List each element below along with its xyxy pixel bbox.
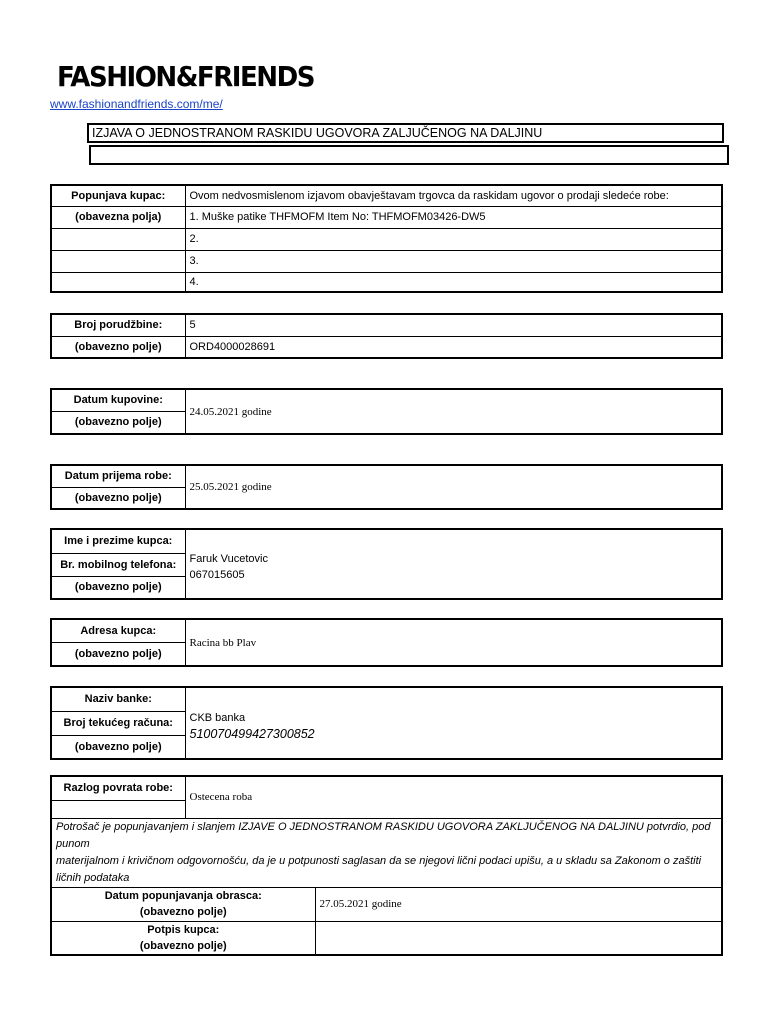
required-label: (obavezno polje) [139, 939, 227, 952]
required-label: (obavezno polje) [51, 487, 185, 509]
statement-text: Ovom nedvosmislenom izjavom obavještavam trgovca da raskidam ugovor o prodaji sledeće robe: [185, 185, 722, 206]
required-label: (obavezno polje) [139, 906, 227, 918]
bank-name-label: Naziv banke: [51, 687, 185, 711]
purchase-date-label: Datum kupovine: [51, 389, 185, 411]
brand-logo: FASHION&FRIENDS [57, 60, 314, 93]
required-label: (obavezno polje) [51, 735, 185, 759]
fill-date-value[interactable]: 27.05.2021 godine [315, 887, 722, 921]
return-reason-label: Razlog povrata robe: [51, 776, 185, 800]
address-value[interactable]: Racina bb Plav [185, 619, 722, 666]
return-table [50, 775, 723, 956]
buyer-phone[interactable]: 067015605 [189, 569, 245, 581]
buyer-phone-label: Br. mobilnog telefona: [51, 553, 185, 576]
declaration-line-1: Potrošač je popunjavanjem i slanjem IZJAVE O JEDNOSTRANOM RASKIDU UGOVORA ZAKLJUČENOG NA DALJINU potvrdio, pod punom [56, 820, 711, 850]
receipt-date-table [50, 464, 723, 510]
empty-cell [51, 250, 185, 272]
return-reason[interactable]: Ostecena roba [185, 776, 722, 818]
order-label: Broj porudžbine: [51, 314, 185, 336]
fill-date-label: Datum popunjavanja obrasca: [104, 890, 262, 902]
buyer-table [50, 528, 723, 600]
receipt-date-label: Datum prijema robe: [51, 465, 185, 487]
required-label: (obavezno polje) [51, 411, 185, 434]
bank-account[interactable]: 510070499427300852 [189, 727, 315, 741]
purchase-date-value[interactable]: 24.05.2021 godine [185, 389, 722, 434]
required-label: (obavezna polja) [51, 206, 185, 228]
required-label: (obavezno polje) [51, 642, 185, 666]
order-table [50, 313, 723, 359]
website-link[interactable]: www.fashionandfriends.com/me/ [50, 97, 223, 111]
fill-date-label-cell [51, 887, 315, 921]
declaration [51, 818, 722, 887]
order-id[interactable]: ORD4000028691 [185, 336, 722, 358]
receipt-date-value[interactable]: 25.05.2021 godine [185, 465, 722, 509]
item-1[interactable]: 1. Muške patike THFMOFM Item No: THFMOFM03426-DW5 [185, 206, 722, 228]
item-3[interactable]: 3. [185, 250, 722, 272]
order-value[interactable]: 5 [185, 314, 722, 336]
address-table [50, 618, 723, 667]
bank-name[interactable]: CKB banka [189, 712, 246, 724]
signature-label-cell [51, 921, 315, 955]
signature-label: Potpis kupca: [147, 923, 220, 936]
form-title: IZJAVA O JEDNOSTRANOM RASKIDU UGOVORA ZALJUČENOG NA DALJINU [87, 123, 724, 143]
customer-items-table [50, 184, 723, 293]
purchase-date-table [50, 388, 723, 435]
empty-cell [51, 800, 185, 818]
customer-label: Popunjava kupac: [51, 185, 185, 206]
address-label: Adresa kupca: [51, 619, 185, 642]
bank-account-label: Broj tekućeg računa: [51, 711, 185, 735]
item-4[interactable]: 4. [185, 272, 722, 292]
item-2[interactable]: 2. [185, 228, 722, 250]
buyer-name[interactable]: Faruk Vucetovic [189, 553, 268, 565]
required-label: (obavezno polje) [51, 576, 185, 599]
empty-cell [51, 228, 185, 250]
empty-cell [51, 272, 185, 292]
required-label: (obavezno polje) [51, 336, 185, 358]
buyer-name-label: Ime i prezime kupca: [51, 529, 185, 553]
empty-subtitle-field[interactable] [89, 145, 729, 165]
signature-field[interactable] [315, 921, 722, 955]
declaration-line-2: materijalnom i krivičnom odgovornošću, da je u potpunosti saglasan da se njegovi lični podaci upišu, a u skladu sa Zakonom o zaštiti ličnih podataka [56, 854, 702, 884]
bank-table [50, 686, 723, 760]
